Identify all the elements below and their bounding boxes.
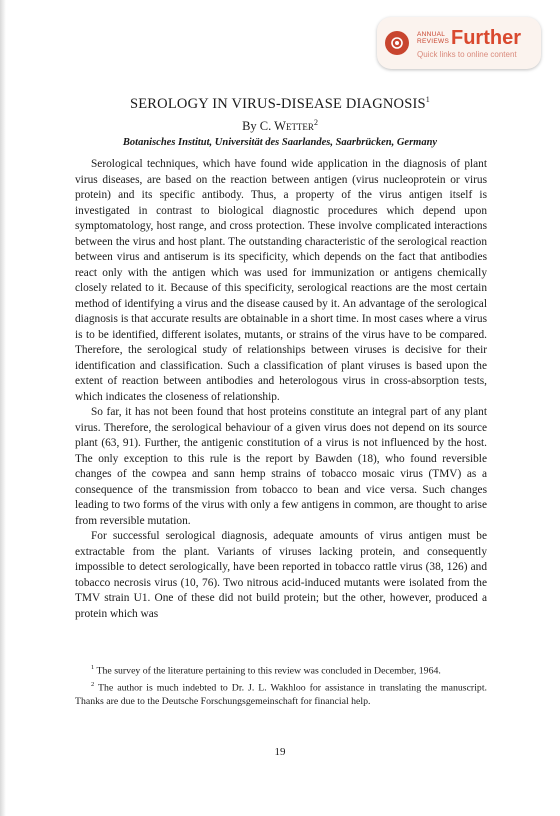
further-label: Further — [451, 27, 521, 49]
body-paragraph: So far, it has not been found that host proteins constitute an integral part of any plant virus. Therefore, the serological behaviour of a given virus does not depend on its source plant (63, 91). Further, the antigenic constitution of a virus is not influenced by the host. The only exception to this rule is the report by Bawden (18), who found reversible changes of the cowpea and sann hemp strains of tobacco mosaic virus (TMV) as a consequence of the transmission from tobacco to bean and vice versa. Such changes leading to two forms of the virus with only a few antigens in common, are thought to arise from reversible mutation. — [75, 406, 487, 527]
further-links-badge[interactable] — [377, 17, 541, 69]
title-footnote-mark[interactable]: 1 — [425, 95, 430, 104]
author-affiliation: Botanisches Institut, Universität des Saarlandes, Saarbrücken, Germany — [122, 137, 438, 148]
footnote-mark: 2 — [91, 680, 95, 688]
article-title: SEROLOGY IN VIRUS-DISEASE DIAGNOSIS$^1$ — [129, 95, 430, 112]
article-author — [0, 118, 560, 134]
author-prefix: By — [242, 119, 257, 134]
body-paragraph: For successful serological diagnosis, adequate amounts of virus antigen must be extractable from the plant. Variants of viruses lacking protein, and consequently impossible to detect serologically, have been reported in tobacco rattle virus (38, 126) and tobacco necrosis virus (10, 76). Two nitrous acid-induced mutants were isolated from the TMV strain U1. One of these did not build protein; but the other, however, produced a protein which was — [75, 530, 487, 620]
footnote-mark: 1 — [91, 664, 95, 671]
article-body — [75, 157, 487, 622]
further-subtitle: Quick links to online content — [417, 50, 517, 59]
annual-reviews-label: ANNUAL REVIEWS — [417, 31, 450, 45]
annual-reviews-logo-icon — [385, 31, 409, 55]
footnote: $^1$ The survey of the literature pertaining to this review was concluded in December, 1964. — [91, 664, 441, 677]
author-name: C. Wetter — [259, 119, 314, 134]
page-number: 19 — [274, 746, 286, 758]
author-footnote-mark[interactable]: 2 — [313, 118, 318, 127]
footnotes — [75, 661, 487, 708]
footnote: $^2$ The author is much indebted to Dr. J. L. Wakhloo for assistance in translating the manuscript. Thanks are due to the Deutsche Forschungsgemeinschaft for financial help. — [75, 680, 487, 707]
body-paragraph: Serological techniques, which have found wide application in the diagnosis of plant virus diseases, are based on the reaction between antigen (virus nucleoprotein or virus protein) and its specific antibody. Thus, a property of the virus antigen itself is investigated in contrast to biological diagnostic procedures which depend upon symptomatology, host range, and cross protection. These involve complicated interactions between the virus and host plant. The outstanding characteristic of the serological reaction between virus and antiserum is its specificity, which depends on the fact that antibodies react only with the antigen which was used for immunization or antigens chemically closely related to it. Because of this specificity, serological reactions are the most certain method of identifying a virus and the disease caused by it. An advantage of the serological diagnosis is that accurate results are obtainable in a short time. In most cases where a virus is to be identified, different isolates, mutants, or strains of the virus have to be compared. Therefore, the serological study of relationships between viruses is decisive for their identification and classification. Such a classification of plant viruses is based upon the extent of reaction between antibodies and heterologous virus in cross-absorption tests, which indicates the closeness of relationship. — [75, 158, 487, 403]
